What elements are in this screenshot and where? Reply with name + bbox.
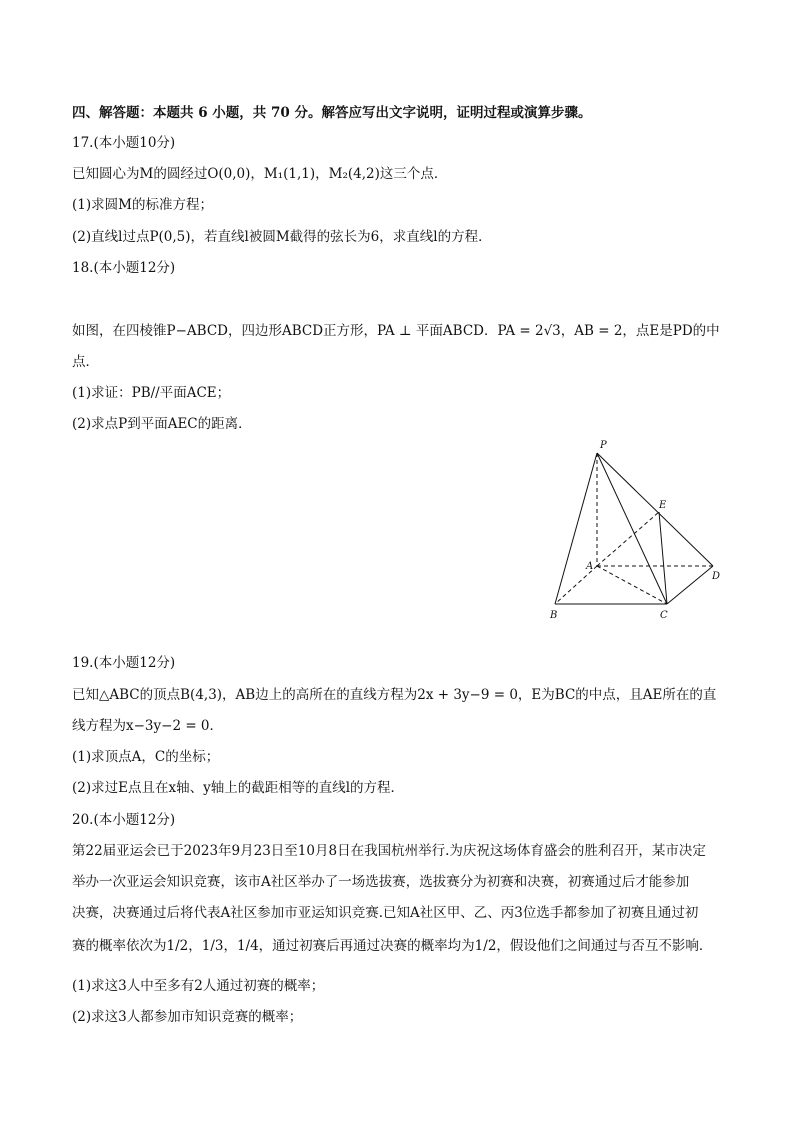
label-E: E — [659, 500, 667, 511]
problem-20-part-2: (2)求这3人都参加市知识竞赛的概率； — [72, 1009, 303, 1025]
problem-17-header: 17.(本小题10分) — [72, 135, 176, 151]
label-B: B — [550, 610, 558, 621]
pyramid-diagram — [540, 432, 740, 632]
problem-18-part-2: (2)求点P到平面AEC的距离． — [72, 416, 252, 432]
problem-19-part-1: (1)求顶点A，C的坐标； — [72, 749, 220, 765]
problem-19-statement-line2: 线方程为x−3y−2 = 0． — [72, 718, 224, 734]
problem-20-part-1: (1)求这3人中至多有2人通过初赛的概率； — [72, 978, 325, 994]
label-C: C — [660, 610, 668, 621]
problem-20-statement-line4: 赛的概率依次为1/2，1/3，1/4，通过初赛后再通过决赛的概率均为1/2，假设他们之间通过与否互不影响． — [72, 938, 713, 954]
pyramid-figure — [540, 432, 740, 632]
edge-PC — [597, 453, 667, 604]
problem-19-header: 19.(本小题12分) — [72, 655, 176, 671]
label-D: D — [712, 571, 721, 582]
problem-18-statement-line2: 点． — [72, 354, 99, 370]
problem-17-part-1: (1)求圆M的标准方程； — [72, 197, 213, 213]
problem-19-part-2: (2)求过E点且在x轴、y轴上的截距相等的直线l的方程． — [72, 780, 405, 796]
edge-PB — [555, 453, 597, 604]
problem-17-statement: 已知圆心为M的圆经过O(0,0)，M₁(1,1)，M₂(4,2)这三个点． — [72, 166, 448, 182]
problem-18-statement-line1: 如图，在四棱锥P−ABCD，四边形ABCD正方形，PA ⊥ 平面ABCD．PA = 2√3，AB = 2，点E是PD的中 — [72, 323, 720, 339]
problem-20-header: 20.(本小题12分) — [72, 812, 176, 828]
edge-AC — [597, 566, 667, 604]
problem-20-statement-line2: 举办一次亚运会知识竞赛，该市A社区举办了一场选拔赛，选拔赛分为初赛和决赛，初赛通过后才能参加 — [72, 874, 690, 890]
problem-20-statement-line3: 决赛，决赛通过后将代表A社区参加市亚运知识竞赛.已知A社区甲、乙、丙3位选手都参加了初赛且通过初 — [72, 905, 699, 921]
edge-PD — [597, 453, 713, 566]
problem-18-part-1: (1)求证：PB//平面ACE； — [72, 385, 231, 401]
edge-CD — [667, 566, 713, 604]
label-P: P — [600, 440, 607, 451]
problem-20-statement-line1: 第22届亚运会已于2023年9月23日至10月8日在我国杭州举行.为庆祝这场体育盛会的胜利召开，某市决定 — [72, 843, 706, 859]
label-A: A — [586, 561, 594, 572]
problem-17-part-2: (2)直线l过点P(0,5)，若直线l被圆M截得的弦长为6，求直线l的方程． — [72, 229, 492, 245]
section-heading: 四、解答题：本题共 6 小题，共 70 分。解答应写出文字说明，证明过程或演算步骤。 — [72, 105, 592, 121]
problem-18-header: 18.(本小题12分) — [72, 260, 176, 276]
problem-19-statement-line1: 已知△ABC的顶点B(4,3)，AB边上的高所在的直线方程为2x + 3y−9 = 0，E为BC的中点，且AE所在的直 — [72, 687, 717, 703]
